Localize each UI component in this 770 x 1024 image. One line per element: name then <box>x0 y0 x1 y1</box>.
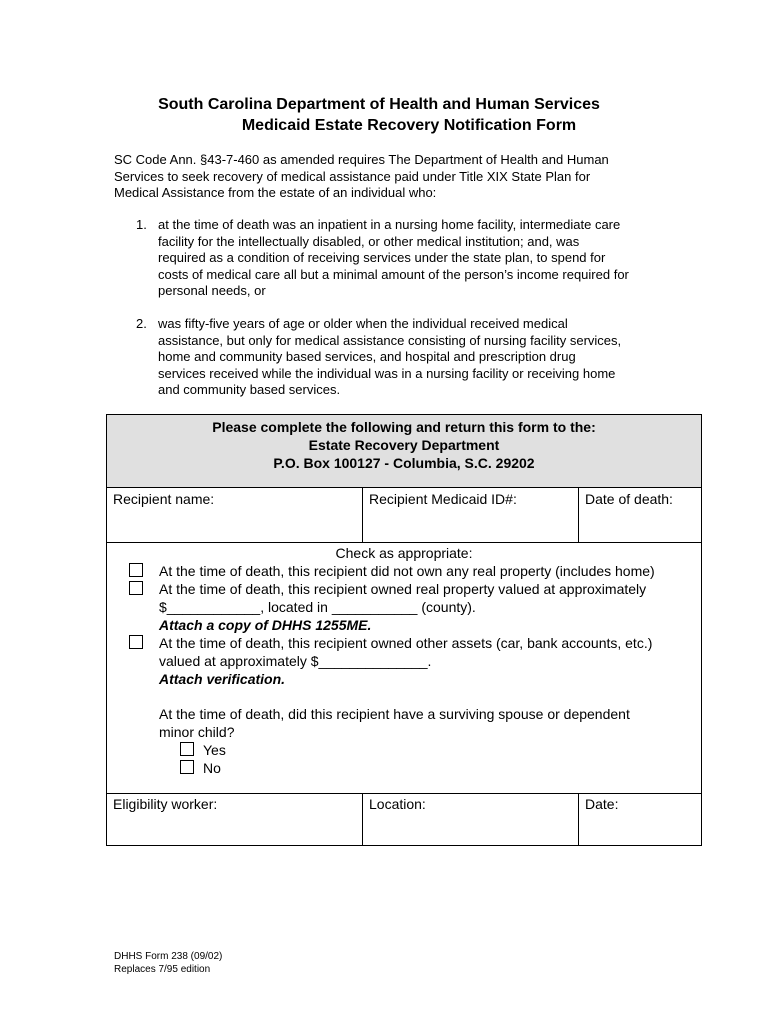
yes-checkbox[interactable] <box>180 742 194 756</box>
eligibility-worker-label: Eligibility worker: <box>113 796 218 812</box>
intro-line: SC Code Ann. §43-7-460 as amended requires The Department of Health and Human <box>114 152 609 167</box>
eligibility-worker-field[interactable] <box>107 793 363 845</box>
condition-line: personal needs, or <box>158 283 266 298</box>
owned-real-property-checkbox[interactable] <box>129 581 143 595</box>
recipient-name-field[interactable] <box>107 488 363 542</box>
medicaid-id-label: Recipient Medicaid ID#: <box>369 491 517 507</box>
no-real-property-label: At the time of death, this recipient did not own any real property (includes home) <box>159 563 655 579</box>
date-field[interactable] <box>579 793 701 845</box>
checklist-section <box>107 542 701 794</box>
location-field[interactable] <box>363 793 579 845</box>
no-label: No <box>203 760 221 776</box>
checklist-title: Check as appropriate: <box>335 545 473 561</box>
return-address-header <box>107 415 701 488</box>
surviving-spouse-question-cont: minor child? <box>159 724 235 740</box>
form-footer <box>114 950 222 976</box>
yes-label: Yes <box>203 742 226 758</box>
attach-verification-note: Attach verification. <box>159 671 286 687</box>
replaces-edition: Replaces 7/95 edition <box>114 964 211 975</box>
attach-dhhs-1255me-note: Attach a copy of DHHS 1255ME. <box>159 617 372 633</box>
property-value-county-line: $____________, located in ___________ (county). <box>159 599 476 615</box>
return-instruction: Please complete the following and return this form to the: <box>212 419 596 435</box>
notification-form-table <box>106 414 702 846</box>
date-of-death-label: Date of death: <box>585 491 673 507</box>
return-address: P.O. Box 100127 - Columbia, S.C. 29202 <box>273 455 535 471</box>
condition-item-1 <box>114 217 674 300</box>
date-label: Date: <box>585 796 619 812</box>
worker-info-row <box>107 793 701 845</box>
form-id: DHHS Form 238 (09/02) <box>114 951 223 962</box>
owned-other-assets-label: At the time of death, this recipient owned other assets (car, bank accounts, etc.) <box>159 635 653 651</box>
form-title: Medicaid Estate Recovery Notification Form <box>241 117 577 134</box>
condition-line: assistance, but only for medical assistance consisting of nursing facility services, <box>158 332 622 348</box>
medicaid-id-field[interactable] <box>363 488 579 542</box>
condition-number: 1. <box>136 217 147 232</box>
return-department: Estate Recovery Department <box>308 437 500 453</box>
intro-paragraph <box>114 152 654 202</box>
condition-line: at the time of death was an inpatient in a nursing home facility, intermediate care <box>158 217 621 232</box>
no-real-property-checkbox[interactable] <box>129 563 143 577</box>
condition-line: facility for the intellectually disabled, or other medical institution; and, was <box>158 233 580 249</box>
condition-line: required as a condition of receiving services under the state plan, to spend for <box>158 250 606 265</box>
intro-line: Medical Assistance from the estate of an individual who: <box>114 185 437 200</box>
recipient-info-row <box>107 488 701 543</box>
owned-other-assets-checkbox[interactable] <box>129 635 143 649</box>
date-of-death-field[interactable] <box>579 488 701 542</box>
intro-line: Services to seek recovery of medical assistance paid under Title XIX State Plan for <box>114 168 591 184</box>
form-title-agency: South Carolina Department of Health and Human Services <box>158 96 600 113</box>
condition-line: was fifty-five years of age or older when the individual received medical <box>158 316 568 331</box>
surviving-spouse-question: At the time of death, did this recipient have a surviving spouse or dependent <box>159 706 630 722</box>
no-checkbox[interactable] <box>180 760 194 774</box>
condition-number: 2. <box>136 316 147 331</box>
condition-line: home and community based services, and hospital and prescription drug <box>158 349 576 364</box>
assets-value-line: valued at approximately $______________. <box>159 653 432 669</box>
condition-line: and community based services. <box>158 382 341 397</box>
location-label: Location: <box>369 796 426 812</box>
owned-real-property-label: At the time of death, this recipient owned real property valued at approximately <box>159 581 647 597</box>
recipient-name-label: Recipient name: <box>113 491 215 507</box>
condition-line: services received while the individual was in a nursing facility or receiving home <box>158 365 616 381</box>
condition-line: costs of medical care all but a minimal amount of the person’s income required for <box>158 266 629 282</box>
condition-item-2 <box>114 316 674 399</box>
